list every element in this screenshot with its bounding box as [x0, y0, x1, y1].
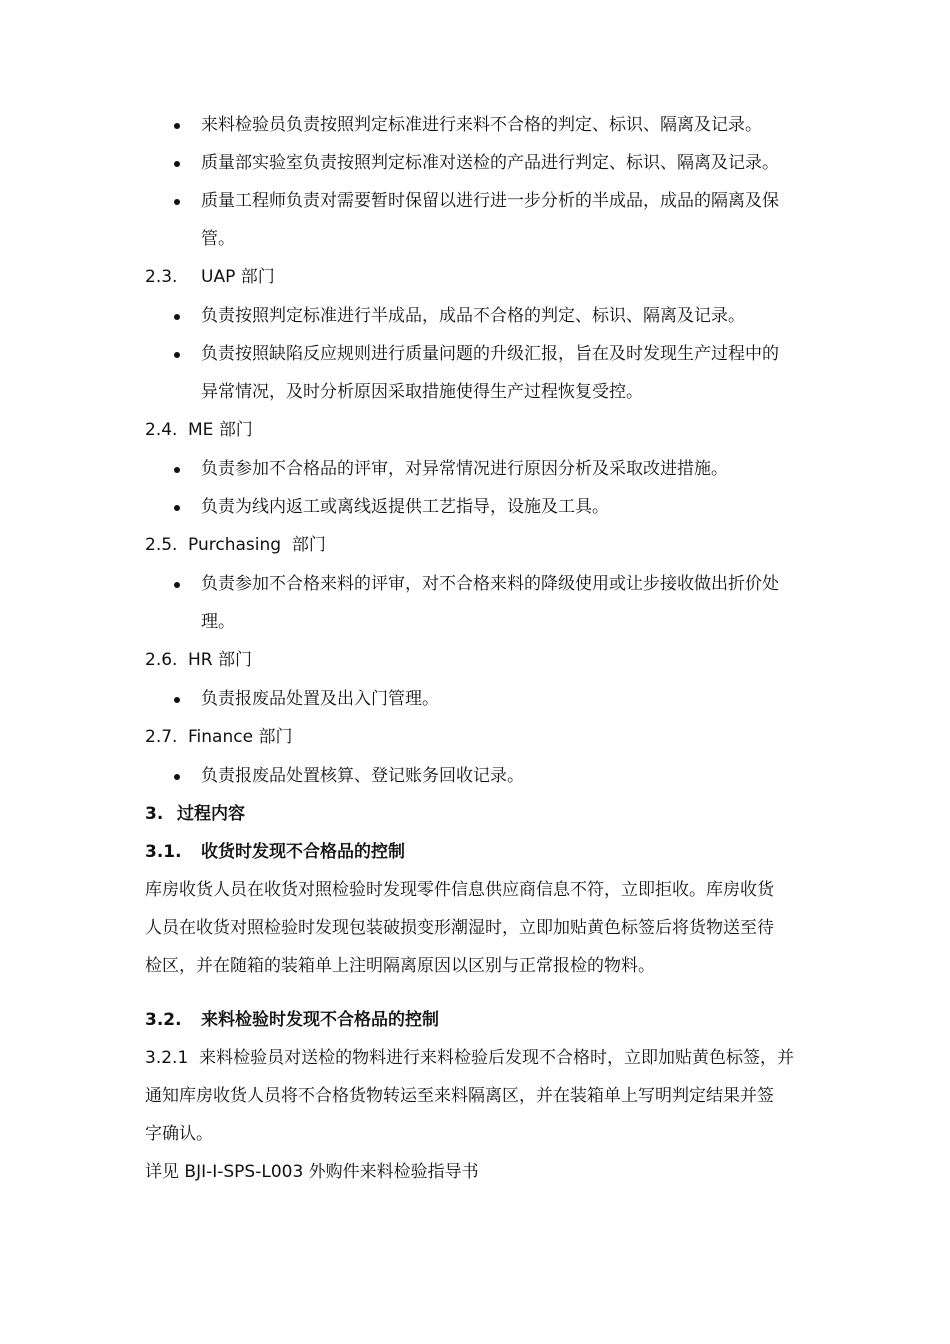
paragraph-line: 库房收货人员在收货对照检验时发现零件信息供应商信息不符，立即拒收。库房收货 [145, 880, 774, 900]
paragraph-line: 检区，并在随箱的装箱单上注明隔离原因以区别与正常报检的物料。 [145, 956, 655, 976]
bullet-text: 负责参加不合格品的评审，对异常情况进行原因分析及采取改进措施。 [201, 459, 728, 479]
section-number: 3.2. [145, 1010, 182, 1030]
paragraph-line: 人员在收货对照检验时发现包装破损变形潮湿时，立即加贴黄色标签后将货物送至待 [145, 918, 774, 938]
reference-line: 详见 BJI-I-SPS-L003 外购件来料检验指导书 [145, 1162, 479, 1182]
bullet-text: 质量工程师负责对需要暂时保留以进行进一步分析的半成品，成品的隔离及保 [201, 191, 779, 211]
section-number: 2.7. [145, 727, 178, 747]
section-title: 来料检验时发现不合格品的控制 [201, 1010, 439, 1030]
bullet-icon [174, 697, 180, 703]
bullet-text: 来料检验员负责按照判定标准进行来料不合格的判定、标识、隔离及记录。 [201, 115, 762, 135]
bullet-text: 负责为线内返工或离线返提供工艺指导，设施及工具。 [201, 497, 609, 517]
section-title: HR 部门 [188, 650, 252, 670]
bullet-text: 负责按照缺陷反应规则进行质量问题的升级汇报，旨在及时发现生产过程中的 [201, 344, 779, 364]
paragraph-line: 字确认。 [145, 1124, 213, 1144]
bullet-text: 负责报废品处置及出入门管理。 [201, 689, 439, 709]
bullet-text: 负责参加不合格来料的评审，对不合格来料的降级使用或让步接收做出折价处 [201, 574, 779, 594]
section-number: 3.1. [145, 842, 182, 862]
bullet-icon [174, 505, 180, 511]
bullet-text-continuation: 异常情况，及时分析原因采取措施使得生产过程恢复受控。 [201, 382, 643, 402]
bullet-text-continuation: 管。 [201, 229, 235, 249]
bullet-text: 负责报废品处置核算、登记账务回收记录。 [201, 766, 524, 786]
bullet-icon [174, 467, 180, 473]
bullet-text: 质量部实验室负责按照判定标准对送检的产品进行判定、标识、隔离及记录。 [201, 153, 779, 173]
bullet-text: 负责按照判定标准进行半成品，成品不合格的判定、标识、隔离及记录。 [201, 306, 745, 326]
section-number: 2.6. [145, 650, 178, 670]
section-title: Purchasing 部门 [188, 535, 326, 555]
bullet-icon [174, 314, 180, 320]
section-number: 2.3. [145, 267, 178, 287]
section-number: 3. [145, 804, 164, 824]
bullet-icon [174, 352, 180, 358]
bullet-icon [174, 582, 180, 588]
section-heading: 过程内容 [177, 804, 245, 824]
bullet-icon [174, 161, 180, 167]
paragraph-line: 3.2.1 来料检验员对送检的物料进行来料检验后发现不合格时，立即加贴黄色标签，并 [145, 1048, 795, 1068]
bullet-text-continuation: 理。 [201, 612, 235, 632]
bullet-icon [174, 774, 180, 780]
section-title: ME 部门 [188, 420, 253, 440]
section-title: 收货时发现不合格品的控制 [201, 842, 405, 862]
section-title: UAP 部门 [201, 267, 275, 287]
section-number: 2.5. [145, 535, 178, 555]
bullet-icon [174, 123, 180, 129]
bullet-icon [174, 199, 180, 205]
paragraph-line: 通知库房收货人员将不合格货物转运至来料隔离区，并在装箱单上写明判定结果并签 [145, 1086, 774, 1106]
section-number: 2.4. [145, 420, 178, 440]
section-title: Finance 部门 [188, 727, 293, 747]
